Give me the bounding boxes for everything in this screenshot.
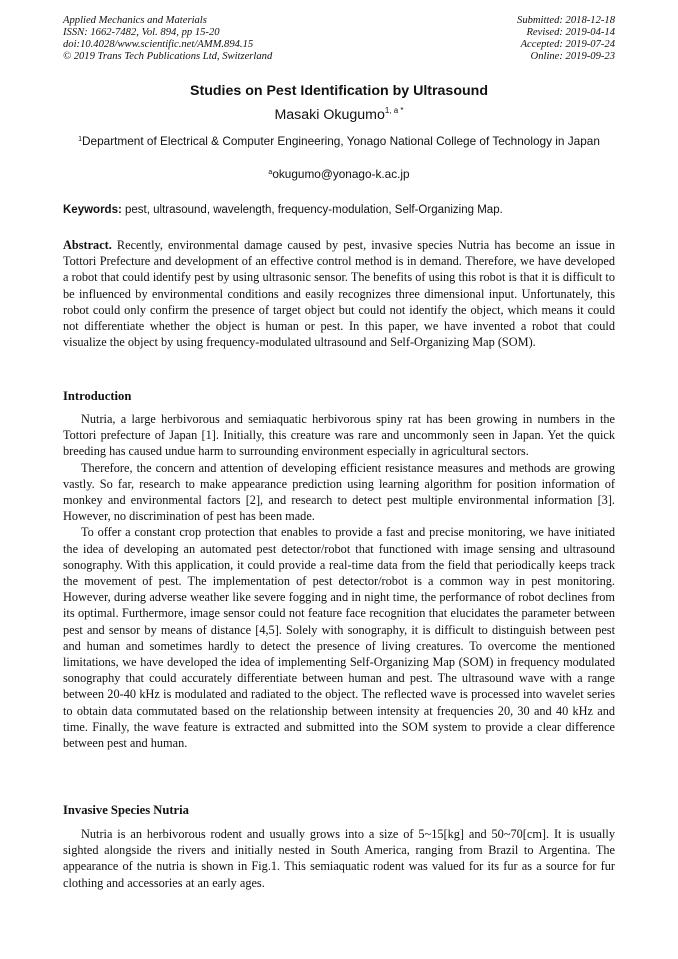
introduction-body [63,411,615,751]
author-line [63,106,615,123]
affiliation-superscript: 1 [78,136,83,143]
intro-paragraph-3: To offer a constant crop protection that enables to provide a fast and precise monitoring, we have initiated the idea of developing an automated pest detector/robot that functioned with image sensing and ultrasound sonography. With this application, it could provide a real-time data from the field that periodically keeps track the movement of pest. The implementation of pest detector/robot is a common way in pest monitoring. However, during adverse weather like severe fogging and in night time, the performance of robot declines from its optimal. Furthermore, image sensor could not feature face recognition that elucidates the parameter between pest and sensor by means of distance [4,5]. Solely with sonography, it is difficult to distinguish between pest and human and sometimes hardly to detect the presence of living creatures. To overcome the mentioned limitations, we have developed the idea of implementing Self-Organizing Map (SOM) in frequency modulated sonography that could accurately differentiate between human and pest. The ultrasound wave with a range between 20-40 kHz is modulated and radiated to the object. The reflected wave is processed into wavelet series to obtain data commutated based on the relationship between intensity at frequencies 20, 30 and 40 kHz and time. Finally, the wave feature is extracted and submitted into the SOM system to provide a clear difference between pest and human. [63,525,615,751]
email-superscript: a [268,169,273,176]
paper-title: Studies on Pest Identification by Ultrasound [190,83,488,99]
intro-paragraph-2: Therefore, the concern and attention of developing efficient resistance measures and methods are growing vastly. So far, research to make appearance prediction using learning algorithm for position information of monkey and environmental factors [2], and research to detect pest multiple environmental information [3]. However, no discrimination of pest has been made. [63,460,615,524]
affiliation-text: Department of Electrical & Computer Engineering, Yonago National College of Technology in Japan [82,134,600,148]
keywords [63,204,615,216]
nutria-body [63,826,615,891]
journal-copyright: © 2019 Trans Tech Publications Ltd, Switzerland [63,51,273,62]
date-accepted: Accepted: 2019-07-24 [520,39,615,50]
abstract [63,237,615,350]
journal-info [63,15,272,63]
journal-doi[interactable]: doi:10.4028/www.scientific.net/AMM.894.15 [63,39,254,50]
date-revised: Revised: 2019-04-14 [526,27,615,38]
publication-dates [517,15,615,63]
date-online: Online: 2019-09-23 [530,51,615,62]
nutria-paragraph-1: Nutria is an herbivorous rodent and usually grows into a size of 5~15[kg] and 50~70[cm]. It is usually sighted alongside the rivers and initially nested in South America, ranging from Brazil to Argentina. The appearance of the nutria is shown in Fig.1. This semiaquatic rodent was valued for its fur as a source for fur clothing and accessories at an early ages. [63,827,615,890]
keywords-label: Keywords: [63,204,122,216]
intro-paragraph-1: Nutria, a large herbivorous and semiaquatic herbivorous spiny rat has been growing in numbers in the Tottori prefecture of Japan [1]. Initially, this creature was rare and uncommonly seen in Japan. Yet the quick breeding has caused undue harm to surrounding environment especially in agricultural sectors. [63,412,615,459]
journal-header [63,15,615,63]
keywords-text: pest, ultrasound, wavelength, frequency-modulation, Self-Organizing Map. [125,204,503,216]
journal-name: Applied Mechanics and Materials [63,15,207,26]
author-name: Masaki Okugumo [274,107,385,123]
abstract-label: Abstract. [63,238,112,252]
date-submitted: Submitted: 2018-12-18 [517,15,615,26]
journal-issn: ISSN: 1662-7482, Vol. 894, pp 15-20 [63,27,220,38]
author-email [63,167,615,181]
introduction-heading: Introduction [63,389,132,403]
email-address[interactable]: okugumo@yonago-k.ac.jp [272,167,410,181]
affiliation [72,133,606,149]
author-superscript: 1, a * [384,106,404,115]
nutria-heading: Invasive Species Nutria [63,803,189,817]
abstract-text: Recently, environmental damage caused by pest, invasive species Nutria has become an issue in Tottori Prefecture and development of an effective control method is in demand. Therefore, we have developed a robot that could identify pest by using ultrasonic sensor. The benefits of using this robot is that it is difficult to be influenced by environmental conditions and easily recognizes three dimensional input. Unfortunately, this robot could only confirm the presence of target object but could not identify the object, which means it could not differentiate whether the object is human or pest. In this paper, we have invented a robot that could visualize the object by using frequency-modulated ultrasound and Self-Organizing Map (SOM). [63,238,616,350]
